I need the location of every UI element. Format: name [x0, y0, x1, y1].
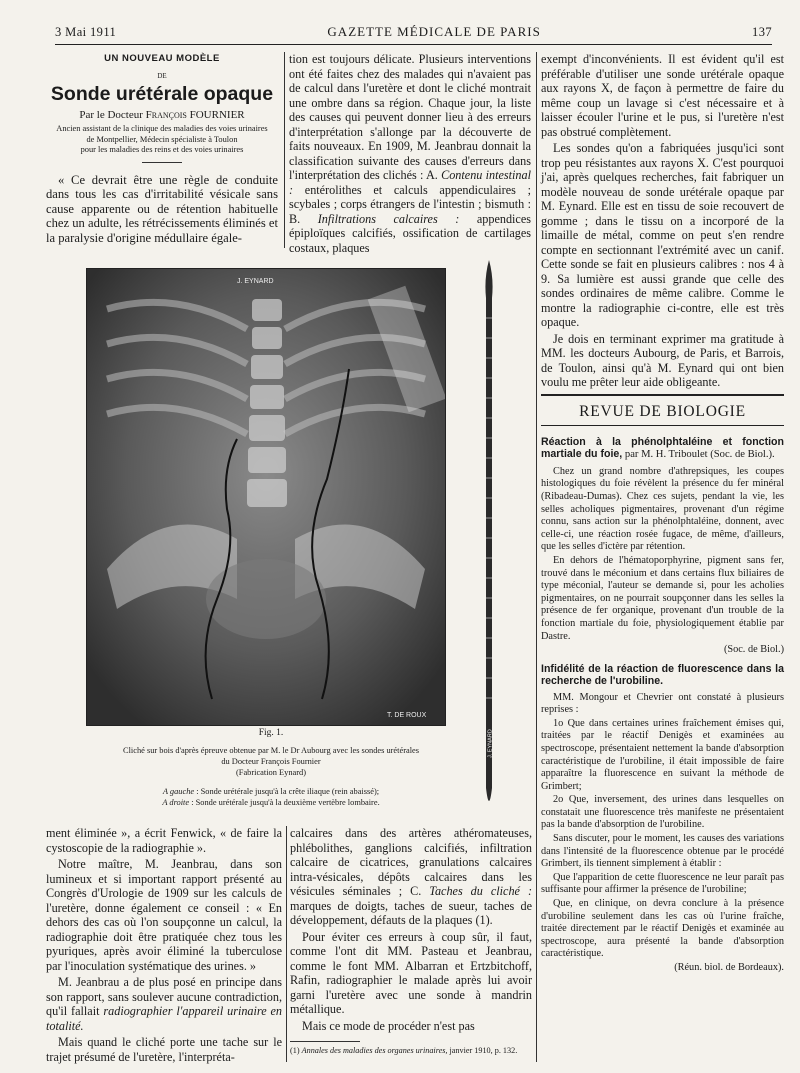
figure-label: Fig. 1.: [258, 728, 284, 738]
legend-left-label: A gauche: [162, 787, 195, 796]
text-run: tion est toujours délicate. Plusieurs interventions ont été faites chez des malades qui n'avaient pas de calcul dans l'uretère et dont le cliché montrait une ombre dans sa région. Chaque jour, la liste des causes qui peuvent donner lieu à des erreurs d'interprétation s'allonge par la découverte de faits nouveaux. En 1909, M. Jeanbrau donnait la classification suivante des causes d'erreurs dans l'interprétation des clichés : A.: [289, 52, 531, 182]
paragraph: 2o Que, inversement, des urines dans lesquelles on constatait une fluorescence très manifeste ne présentaient pas la bande d'absorption de l'urobiline.: [541, 794, 784, 831]
review-source: (Réun. biol. de Bordeaux).: [674, 962, 784, 973]
separator-rule: [142, 162, 182, 163]
section-rule: [541, 394, 784, 396]
catheter-mark: J. EYNARD: [487, 729, 494, 758]
article-byline: [46, 108, 278, 123]
paragraph: Sans discuter, pour le moment, les causes des variations dans l'intensité de la fluorescence obtenue par le procédé Grimbert, ils tiennent simplement à établir :: [541, 833, 784, 870]
text-run: marques de doigts, taches de sueur, taches de développement, défauts de la plaques (1).: [290, 898, 532, 927]
header-date: 3 Mai 1911: [55, 25, 117, 39]
legend-right-label: A droite: [162, 798, 190, 807]
paragraph: Chez un grand nombre d'athrepsiques, les coupes histologiques du foie révèlent la présence du fer minéral (Ribadeau-Dumas). Chez ces sujets, pendant la vie, les selles acholiques pigmentaires, provenant d'un régime connu, sans action sur la phénolphtaléine, donnent, avec celle-ci, une réaction rosée fugace, de même, d'ailleurs, que les selles d'ictère par rétention.: [541, 465, 784, 553]
footnote: [290, 1046, 532, 1056]
paragraph: Mais quand le cliché porte une tache sur le trajet présumé de l'uretère, l'interpréta-: [46, 1035, 282, 1064]
author-affiliation: [46, 124, 278, 156]
header-page-number: 137: [752, 25, 772, 39]
article-title: Sonde urétérale opaque: [50, 83, 274, 105]
header-journal: GAZETTE MÉDICALE DE PARIS: [327, 24, 541, 39]
column-rule: [536, 52, 537, 1062]
caption-line: (Fabrication Eynard): [236, 768, 306, 777]
footnote-text: janvier 1910, p. 132.: [447, 1046, 518, 1055]
paragraph: Notre maître, M. Jeanbrau, dans son lumineux et si important rapport présenté au Congrès d'Urologie de 1909 sur les calculs de l'uretère, donne également ce conseil : « En dehors des cas où l'on soupçonne un calcul, la radiographie doit être pratiquée chez tous les pyuriques, après avoir éliminé la tuberculose par l'inoculation systématique des urines. »: [46, 857, 282, 973]
column-2-top: [289, 52, 531, 257]
plate-mark-bottom: T. DE ROUX: [387, 712, 427, 719]
italic-run: Contenu intestinal :: [289, 168, 531, 197]
legend-right: [66, 797, 476, 808]
footnote-rule: [290, 1041, 360, 1042]
paragraph: Les sondes qu'on a fabriquées jusqu'ici sont trop peu résistantes aux rayons X. C'est pourquoi j'ai, après quelques recherches, fait fabriquer un modèle nouveau de sonde urétérale opaque par M. Eynard. Elle est en tissu de soie recouvert de gomme ; dans le tissu on a incorporé de la limaille de métal, comme on peut s'en rendre compte en sectionnant l'extrémité avec un canif. Cette sonde se fait en plusieurs calibres : nos 4 à 9. Sa lumière est aussi grande que celle des sondes ordinaires de même calibre. Comme le montre la radiographie ci-contre, elle est très opaque.: [541, 141, 784, 329]
paragraph: 1o Que dans certaines urines fraîchement émises qui, traitées par le réactif Denigès et examinées au spectroscope, présentaient nettement la bande d'absorption caractéristique de l'urobiline, il était impossible de faire apparaître la fluorescence en suivant la méthode de Grimbert;: [541, 717, 784, 792]
footnote-number: (1): [290, 1046, 302, 1055]
italic-run: radiographier l'appareil urinaire en totalité.: [46, 1004, 283, 1033]
review-source: (Soc. de Biol.): [723, 644, 784, 656]
column-3: [541, 52, 784, 975]
affiliation-line: de Montpellier, Médecin spécialiste à Toulon: [86, 134, 238, 144]
legend-right-text: : Sonde urétérale jusqu'à la deuxième vertèbre lombaire.: [189, 798, 380, 807]
paragraph: Que, en clinique, on devra conclure à la présence d'urobiline seulement dans les cas où l'urine fraîche, traitée directement par le réactif Denigès et examinée au spectroscope, aura présenté la bande d'absorption caractéristique.: [541, 898, 784, 960]
radiograph-figure: [86, 268, 446, 726]
paragraph: [289, 52, 531, 255]
byline-prefix: Par le Docteur: [79, 108, 143, 121]
figure-legend: [66, 786, 476, 808]
paragraph: exempt d'inconvénients. Il est évident qu'il est préférable d'utiliser une sonde urétérale opaque aux rayons X, de façon à permettre de faire du même coup un lavage si c'est nécessaire et à laisser écouler l'urine et le pus, si l'uretère n'est pas obstrué complètement.: [541, 52, 784, 139]
legend-left: [66, 786, 476, 797]
article-kicker: UN NOUVEAU MODÈLE: [104, 53, 220, 64]
paragraph: [46, 975, 282, 1033]
plate-mark-top: J. EYNARD: [237, 278, 274, 285]
paragraph: [290, 826, 532, 928]
review-item-title: Infidélité de la réaction de fluorescence dans la recherche de l'urobiline.: [541, 662, 784, 688]
column-1-bottom: [46, 826, 282, 1066]
running-header: [55, 22, 772, 45]
paragraph: En dehors de l'hématoporphyrine, pigment sans fer, trouvé dans le méconium et dans certains flux biliaires de type méconial, l'auteur se demande si, pour les acholies pigmentaires, on ne pourrait soupçonner dans les selles la présence de fer organique, provenant d'un trouble de la fonction martiale du foie, physiologiquement établie par Dastre.: [541, 554, 784, 642]
paragraph: Mais ce mode de procéder n'est pas: [302, 1018, 475, 1033]
text-run: M. Jeanbrau a de plus posé en principe dans son rapport, sans soulever aucune contradiction, qu'il fallait: [46, 975, 282, 1018]
italic-run: Infiltrations calcaires :: [317, 211, 460, 226]
affiliation-line: pour les maladies des reins et des voies urinaires: [80, 145, 244, 154]
paragraph: « Ce devrait être une règle de conduite dans tous les cas d'irritabilité vésicale sans cause apparente ou de rétention habituelle chez un adulte, les rétrécissements éliminés et la paralysie d'origine médullaire égale-: [46, 172, 278, 245]
legend-left-text: : Sonde urétérale jusqu'à la crête iliaque (rein abaissé);: [194, 787, 380, 796]
column-rule: [286, 826, 287, 1062]
article-kicker-2: DE: [157, 71, 167, 80]
caption-line: du Docteur François Fournier: [221, 757, 321, 766]
review-title-text: Réaction à la phénolphtaléine et fonction martiale du foie,: [541, 436, 784, 461]
italic-run: Taches du cliché :: [429, 884, 533, 898]
section-heading: REVUE DE BIOLOGIE: [579, 402, 746, 420]
footnote-italic: Annales des maladies des organes urinaires,: [301, 1046, 448, 1055]
column-rule: [284, 52, 285, 248]
text-run: calcaires dans des artères athéromateuses, phlébolithes, ganglions calcifiés, infiltration calcaire de cicatrices, granulations calcaires intra-vésicales, dépôts calcaires dans les vésicules séminales ; C.: [290, 826, 532, 898]
caption-line: Cliché sur bois d'après épreuve obtenue par M. le Dr Aubourg avec les sondes urétérales: [122, 746, 419, 755]
section-rule: [541, 425, 784, 426]
text-run: entérolithes et calculs appendiculaires ; scybales ; corps étrangers de l'intestin ; bismuth : B.: [289, 182, 531, 226]
paragraph: MM. Mongour et Chevrier ont constaté à plusieurs reprises :: [541, 691, 784, 716]
review-author: par M. H. Triboulet (Soc. de Biol.).: [622, 449, 775, 461]
affiliation-line: Ancien assistant de la clinique des maladies des voies urinaires: [56, 124, 268, 133]
radiograph-image: [87, 269, 445, 725]
column-2-bottom: [290, 826, 532, 1056]
text-run: appendices épiploïques calcifiés, ossification de cartilages costaux, plaques: [289, 211, 531, 255]
catheter-illustration: [478, 258, 500, 818]
paragraph: Je dois en terminant exprimer ma gratitude à MM. les docteurs Aubourg, de Paris, et Barrois, de Toulon, ainsi qu'à M. Eynard qui ont bien voulu me prêter leur aide obligeante.: [541, 331, 784, 389]
byline-author: François FOURNIER: [145, 108, 245, 121]
biology-review: [541, 436, 784, 975]
review-item-title: [541, 436, 784, 462]
paragraph: ment éliminée », a écrit Fenwick, « de faire la cystoscopie de la radiographie ».: [46, 826, 282, 855]
catheter-image: [478, 258, 500, 818]
paragraph: Pour éviter ces erreurs à coup sûr, il faut, comme l'ont dit MM. Pasteau et Jeanbrau, comme le font MM. Albarran et Ertzbitchoff, Rafin, radiographier le malade après lui avoir garni l'uretère avec une sonde à mandrin métallique.: [290, 929, 532, 1016]
figure-caption: [66, 728, 476, 808]
column-1-top: [46, 52, 278, 247]
paragraph: Que l'apparition de cette fluorescence ne leur paraît pas suffisante pour affirmer la présence de l'urobiline;: [541, 871, 784, 896]
